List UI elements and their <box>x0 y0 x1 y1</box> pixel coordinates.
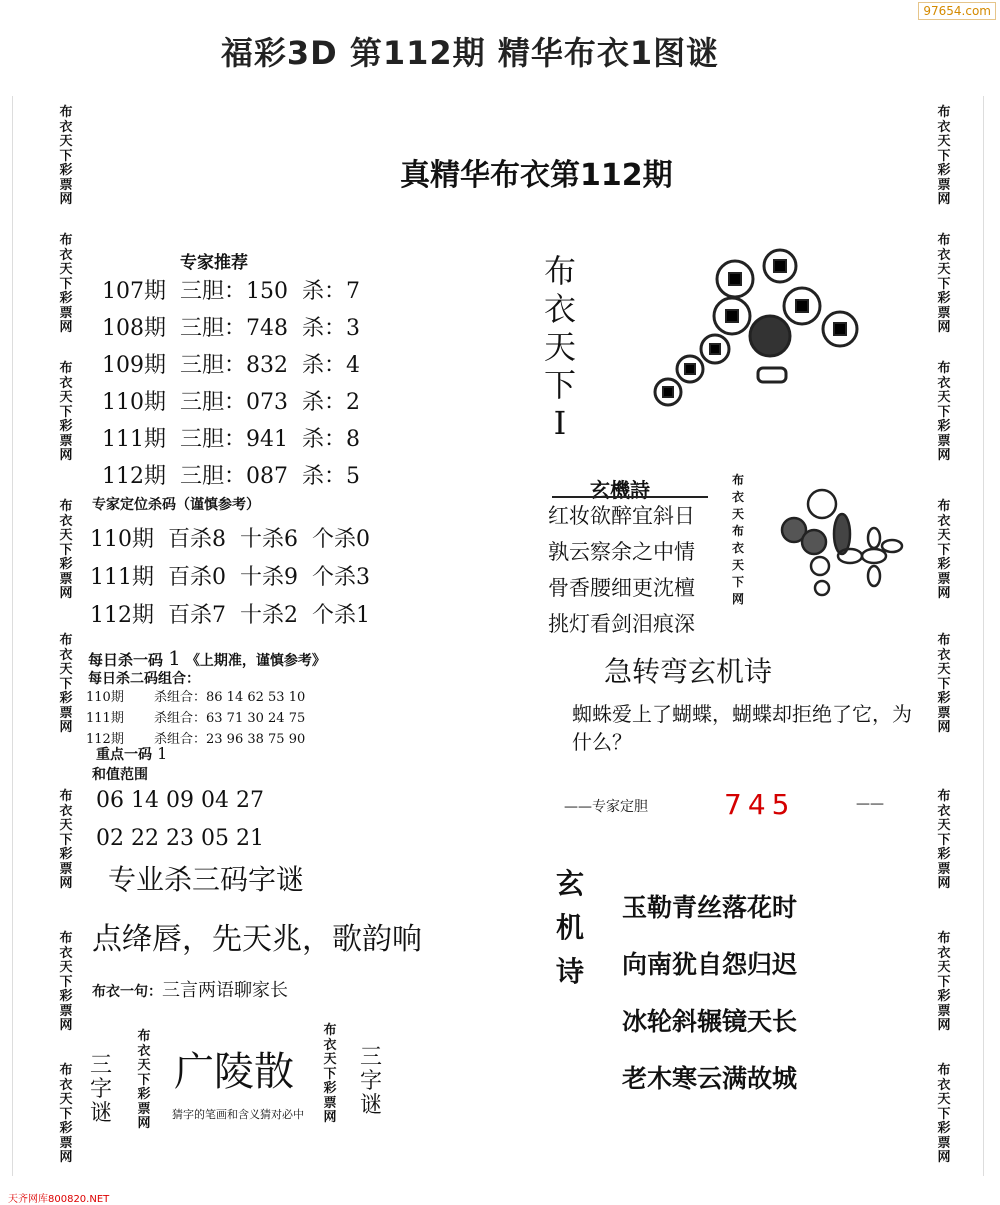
expert-row: 109期 三胆：832 杀：4 <box>102 353 360 378</box>
poem-line: 冰轮斜辗镜天长 <box>622 1007 798 1036</box>
poem-line: 向南犹自怨归迟 <box>622 950 798 979</box>
daily-kill-row: 110期 杀组合：86 14 62 53 10 <box>86 690 306 705</box>
side-label-left-1: 布衣天下彩票网 <box>59 105 73 207</box>
xuanji-line: 骨香腰细更沈檀 <box>548 576 695 600</box>
riddle-center-note: 猜字的笔画和含义猜对必中 <box>172 1108 304 1121</box>
daily-kill-row: 111期 杀组合：63 71 30 24 75 <box>86 711 306 726</box>
position-kill-heading: 专家定位杀码（谨慎参考） <box>92 497 260 513</box>
riddle-text: 点绛唇，先天兆，歌韵响 <box>92 922 422 957</box>
riddle-right-vertical: 三字谜 <box>360 1045 383 1118</box>
position-kill-row: 111期 百杀0 十杀9 个杀3 <box>90 565 370 590</box>
xuanji-line: 红妆欲醉宜斜日 <box>548 504 695 528</box>
xuanji-line: 挑灯看剑泪痕深 <box>548 612 695 636</box>
daily-kill-row: 112期 杀组合：23 96 38 75 90 <box>86 732 306 747</box>
position-kill-row: 110期 百杀8 十杀6 个杀0 <box>90 527 370 552</box>
riddle-center-title: 广陵散 <box>174 1049 294 1095</box>
buyi-sentence: 布衣一句：三言两语聊家长 <box>92 980 288 1001</box>
expert-row: 111期 三胆：941 杀：8 <box>102 427 360 452</box>
side-label-right-7: 布衣天下彩票网 <box>937 931 951 1033</box>
side-label-left-4: 布衣天下彩票网 <box>59 499 73 601</box>
poem-line: 老木寒云满故城 <box>622 1064 798 1093</box>
sum-range-label: 和值范围 <box>92 767 148 783</box>
side-label-left-8: 布衣天下彩票网 <box>59 1063 73 1165</box>
poem-block <box>622 888 797 1116</box>
turn-heading: 急转弯玄机诗 <box>604 655 773 688</box>
buyi-vertical-title: 布衣天下Ⅰ <box>543 252 576 442</box>
footer-link[interactable]: 天齐网库800820.NET <box>8 1194 110 1205</box>
expert-dan-value: 745 <box>724 788 796 821</box>
riddle-label-left: 布衣天下彩票网 <box>137 1029 151 1131</box>
expert-dan-tail: —— <box>856 796 884 812</box>
side-label-left-2: 布衣天下彩票网 <box>59 233 73 335</box>
site-watermark: 97654.com <box>918 2 996 20</box>
xuanji-poem <box>548 500 695 644</box>
side-label-right-8: 布衣天下彩票网 <box>937 1063 951 1165</box>
xuanji-underline <box>552 496 708 498</box>
subtitle: 真精华布衣第112期 <box>400 158 673 193</box>
daily-kill-two-label: 每日杀二码组合： <box>88 671 200 687</box>
expert-table <box>102 274 360 496</box>
beads-illustration <box>770 484 910 608</box>
turn-text: 蜘蛛爱上了蝴蝶，蝴蝶却拒绝了它，为什么？ <box>572 702 912 754</box>
position-kill-table <box>90 522 370 636</box>
side-label-right-6: 布衣天下彩票网 <box>937 789 951 891</box>
poem-vertical-title: 玄机诗 <box>556 867 585 988</box>
riddle-label-right: 布衣天下彩票网 <box>323 1023 337 1125</box>
riddle-heading: 专业杀三码字谜 <box>108 863 305 896</box>
sum-range-line-2: 02 22 23 05 21 <box>96 826 264 851</box>
side-label-right-5: 布衣天下彩票网 <box>937 633 951 735</box>
coins-illustration <box>640 244 870 414</box>
key-code: 重点一码 1 <box>96 744 168 763</box>
daily-kill-two-table <box>86 686 305 749</box>
daily-kill-one: 每日杀一码 1 《上期准，谨慎参考》 <box>88 646 326 670</box>
side-label-right-3: 布衣天下彩票网 <box>937 361 951 463</box>
sum-range-line-1: 06 14 09 04 27 <box>96 788 264 813</box>
side-label-left-6: 布衣天下彩票网 <box>59 789 73 891</box>
expert-heading: 专家推荐 <box>180 253 248 273</box>
poem-line: 玉勒青丝落花时 <box>622 893 798 922</box>
side-label-left-7: 布衣天下彩票网 <box>59 931 73 1033</box>
side-label-right-1: 布衣天下彩票网 <box>937 105 951 207</box>
xuanji-heading: 玄機詩 <box>590 478 650 502</box>
expert-row: 110期 三胆：073 杀：2 <box>102 390 360 415</box>
xuanji-side-label: 布衣天布衣天下网 <box>731 473 744 606</box>
expert-row: 108期 三胆：748 杀：3 <box>102 316 360 341</box>
side-label-right-2: 布衣天下彩票网 <box>937 233 951 335</box>
expert-dan-label: ——专家定胆 <box>564 799 648 815</box>
side-label-right-4: 布衣天下彩票网 <box>937 499 951 601</box>
position-kill-row: 112期 百杀7 十杀2 个杀1 <box>90 603 370 628</box>
xuanji-line: 孰云察余之中情 <box>548 540 695 564</box>
expert-row: 107期 三胆：150 杀：7 <box>102 279 360 304</box>
side-label-left-3: 布衣天下彩票网 <box>59 361 73 463</box>
expert-row: 112期 三胆：087 杀：5 <box>102 464 360 489</box>
side-label-left-5: 布衣天下彩票网 <box>59 633 73 735</box>
riddle-left-vertical: 三字谜 <box>90 1053 113 1126</box>
page-title: 福彩3D 第112期 精华布衣1图谜 <box>220 34 720 72</box>
